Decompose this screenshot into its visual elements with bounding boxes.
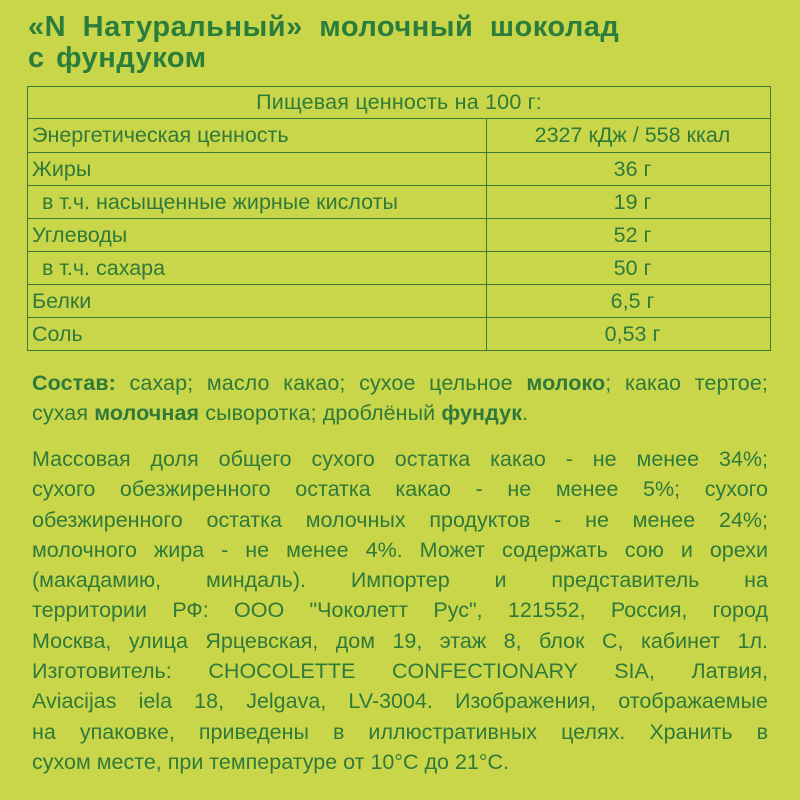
details-line: молочного жира - не менее 4%. Может содержать сою и орехи [32, 537, 768, 562]
details-line: Москва, улица Ярцевская, дом 19, этаж 8, блок С, кабинет 1л. [32, 628, 768, 653]
nutrition-table [27, 86, 771, 351]
product-title [28, 12, 778, 74]
table-row [28, 285, 771, 318]
composition-part: сахар; масло какао; сухое цельное [115, 371, 527, 395]
table-row [28, 219, 771, 252]
nutrient-value: 2327 кДж / 558 ккал [487, 119, 771, 153]
composition-label: Состав: [32, 371, 116, 395]
product-details [32, 444, 768, 777]
nutrition-header: Пищевая ценность на 100 г: [28, 87, 771, 119]
details-line: Массовая доля общего сухого остатка какао - не менее 34%; [32, 447, 768, 471]
composition-bold: молоко [526, 371, 606, 395]
table-row [28, 186, 771, 219]
details-line: на упаковке, приведены в иллюстративных целях. Хранить в [32, 719, 768, 744]
nutrient-name: Жиры [28, 153, 487, 186]
table-row [28, 119, 771, 153]
composition-part: ; какао тертое; сухая [32, 371, 768, 425]
details-line: сухом месте, при температуре от 10°C до 21°C. [32, 749, 509, 774]
nutrient-name: Углеводы [28, 219, 487, 252]
details-line: (макадамию, миндаль). Импортер и представитель на [32, 568, 768, 593]
nutrient-value: 52 г [487, 219, 771, 252]
product-title-line1: «N Натуральный» молочный шоколад [28, 11, 620, 43]
composition-bold: фундук [441, 401, 523, 425]
nutrient-value: 6,5 г [487, 285, 771, 318]
details-line: Изготовитель: CHOCOLETTE CONFECTIONARY SIA, Латвия, [32, 659, 768, 684]
details-line: сухого обезжиренного остатка какао - не менее 5%; сухого [32, 477, 768, 502]
nutrient-value: 0,53 г [487, 318, 771, 351]
nutrient-name: Энергетическая ценность [28, 119, 487, 153]
nutrient-value: 50 г [487, 252, 771, 285]
nutrient-name: в т.ч. насыщенные жирные кислоты [28, 186, 487, 219]
composition-bold: молочная [94, 401, 200, 425]
details-line: обезжиренного остатка молочных продуктов - не менее 24%; [32, 507, 768, 532]
table-row [28, 252, 771, 285]
nutrient-value: 36 г [487, 153, 771, 186]
details-line: территории РФ: ООО "Чоколетт Рус", 121552, Россия, город [32, 598, 768, 623]
composition-text [32, 368, 768, 428]
table-row [28, 318, 771, 351]
details-line: Aviacijas iela 18, Jelgava, LV-3004. Изображения, отображаемые [32, 689, 768, 714]
nutrient-value: 19 г [487, 186, 771, 219]
nutrient-name: Соль [28, 318, 487, 351]
table-row [28, 153, 771, 186]
product-title-line2: с фундуком [28, 42, 207, 74]
composition-part: . [522, 401, 529, 425]
nutrient-name: в т.ч. сахара [28, 252, 487, 285]
composition-part: сыворотка; дроблёный [199, 401, 442, 425]
nutrient-name: Белки [28, 285, 487, 318]
